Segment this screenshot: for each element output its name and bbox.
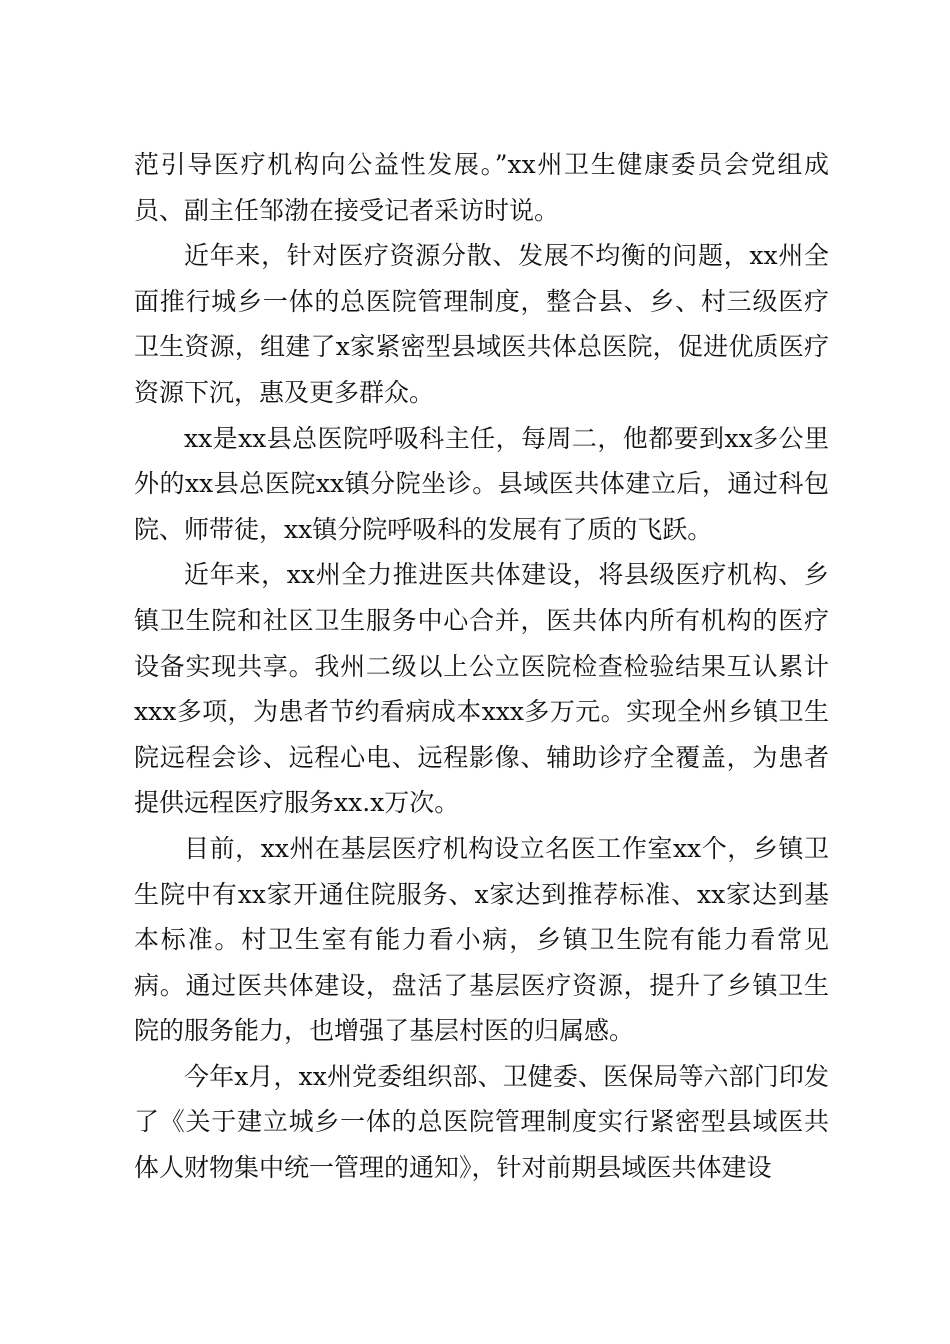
paragraph: 近年来，针对医疗资源分散、发展不均衡的问题，xx州全面推行城乡一体的总医院管理制度，整合县、乡、村三级医疗卫生资源，组建了x家紧密型县域医共体总医院，促进优质医疗资源下沉，惠及更多群众。 — [134, 241, 829, 407]
paragraph: xx是xx县总医院呼吸科主任，每周二，他都要到xx多公里外的xx县总医院xx镇分院坐诊。县域医共体建立后，通过科包院、师带徒，xx镇分院呼吸科的发展有了质的飞跃。 — [134, 423, 829, 544]
document-body — [134, 142, 829, 1191]
paragraph: 目前，xx州在基层医疗机构设立名医工作室xx个，乡镇卫生院中有xx家开通住院服务、x家达到推荐标准、xx家达到基本标准。村卫生室有能力看小病，乡镇卫生院有能力看常见病。通过医共体建设，盘活了基层医疗资源，提升了乡镇卫生院的服务能力，也增强了基层村医的归属感。 — [134, 833, 829, 1046]
paragraph: 今年x月，xx州党委组织部、卫健委、医保局等六部门印发了《关于建立城乡一体的总医院管理制度实行紧密型县域医共体人财物集中统一管理的通知》，针对前期县域医共体建设 — [134, 1061, 829, 1183]
paragraph-continuation: 范引导医疗机构向公益性发展。”xx州卫生健康委员会党组成员、副主任邹渤在接受记者采访时说。 — [134, 150, 829, 225]
paragraph: 近年来，xx州全力推进医共体建设，将县级医疗机构、乡镇卫生院和社区卫生服务中心合并，医共体内所有机构的医疗设备实现共享。我州二级以上公立医院检查检验结果互认累计xxx多项，为患者节约看病成本xxx多万元。实现全州乡镇卫生院远程会诊、远程心电、远程影像、辅助诊疗全覆盖，为患者提供远程医疗服务xx.x万次。 — [134, 560, 829, 818]
